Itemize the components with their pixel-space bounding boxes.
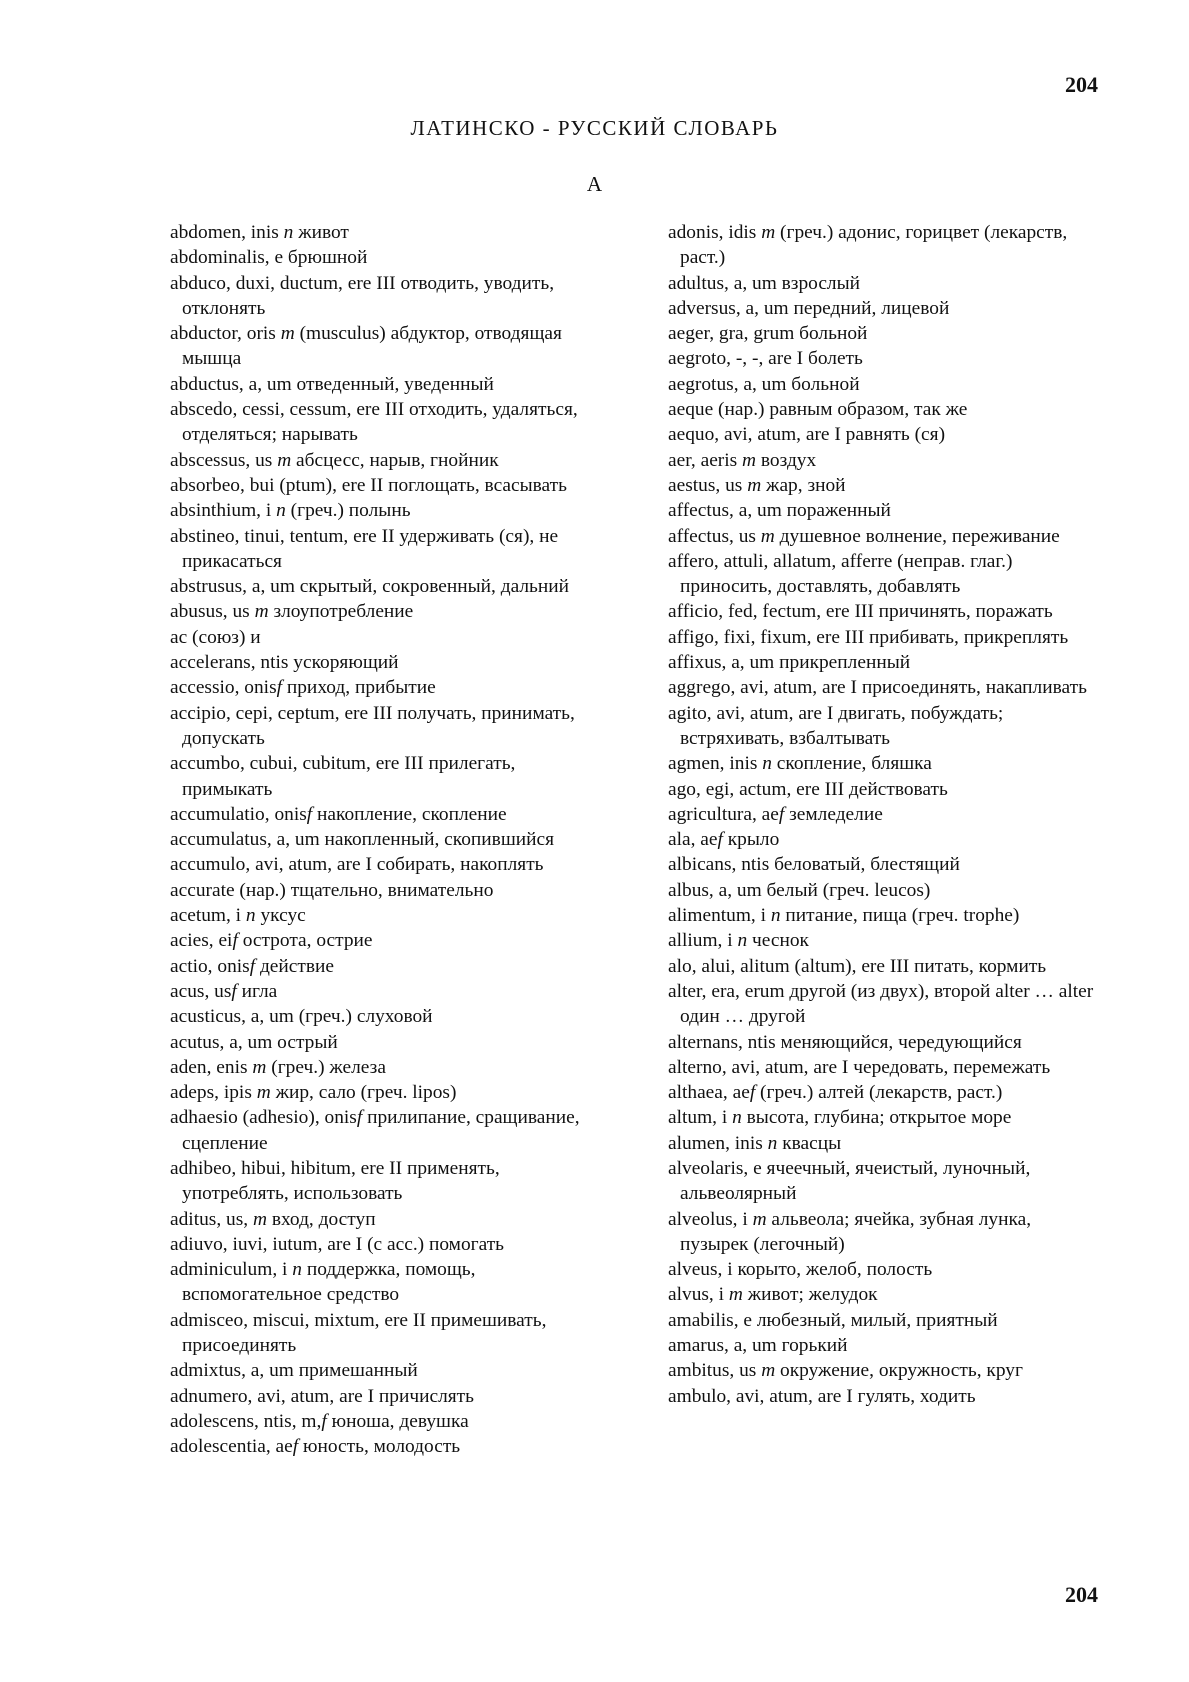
dictionary-entry <box>170 1030 610 1055</box>
entry-definition: накопление, скопление <box>312 803 507 825</box>
dictionary-entry <box>170 473 610 498</box>
entry-text: accumulatus, a, um накопленный, скопившийся <box>170 829 555 851</box>
entry-gender: m <box>728 1284 743 1306</box>
dictionary-entry <box>170 1409 610 1434</box>
entry-text: adonis, idis <box>668 222 762 243</box>
entry-gender: n <box>762 753 772 775</box>
entry-text: affectus, a, um пораженный <box>668 500 891 522</box>
entry-text: altum, i <box>668 1107 733 1129</box>
entry-text: accumulo, avi, atum, are I собирать, накоплять <box>170 854 544 876</box>
entry-text: alternans, ntis меняющийся, чередующийся <box>668 1031 1022 1053</box>
dictionary-entry <box>668 1156 1104 1207</box>
dictionary-entry <box>170 1358 610 1383</box>
entry-text: agito, avi, atum, are I двигать, побуждать; встряхивать, взбалтывать <box>668 702 1004 749</box>
entry-text: aden, enis <box>170 1056 253 1078</box>
dictionary-entry <box>668 802 1104 827</box>
entry-text: aeque (нар.) равным образом, так же <box>668 399 968 421</box>
entry-gender: f <box>232 930 238 952</box>
dictionary-entry <box>170 852 610 877</box>
entry-text: aequo, avi, atum, are I равнять (ся) <box>668 424 946 446</box>
entry-gender: n <box>737 930 748 952</box>
page-number-bottom: 204 <box>1065 1582 1098 1607</box>
entry-text: aer, aeris <box>668 449 743 471</box>
entry-text: accumulatio, onis <box>170 803 307 825</box>
entry-text: alimentum, i <box>668 905 771 927</box>
entry-gender: n <box>245 905 256 927</box>
entry-text: ago, egi, actum, ere III действовать <box>668 778 948 800</box>
dictionary-entry <box>170 245 610 270</box>
entry-gender: m <box>761 1360 776 1382</box>
entry-text: abductor, oris <box>170 323 281 345</box>
left-column <box>170 220 610 1460</box>
entry-text: ambulo, avi, atum, are I гулять, ходить <box>668 1385 976 1407</box>
entry-text: aegrotus, a, um больной <box>668 373 860 395</box>
dictionary-entry <box>668 827 1104 852</box>
dictionary-entry <box>170 1080 610 1105</box>
entry-text: abscedo, cessi, cessum, ere III отходить, удаляться, отделяться; нарывать <box>170 399 578 446</box>
dictionary-entry <box>170 397 610 448</box>
entry-text: albus, a, um белый (греч. leucos) <box>668 879 931 901</box>
entry-text: abstrusus, a, um скрытый, сокровенный, дальний <box>170 576 570 598</box>
entry-text: aggrego, avi, atum, are I присоединять, накапливать <box>668 677 1087 699</box>
entry-text: althaea, ae <box>668 1082 750 1104</box>
dictionary-entry <box>170 372 610 397</box>
dictionary-entry <box>170 498 610 523</box>
entry-text: actio, onis <box>170 955 250 977</box>
entry-text: adiuvo, iuvi, iutum, are I (с acc.) помогать <box>170 1233 505 1255</box>
entry-text: accipio, cepi, ceptum, ere III получать, принимать, допускать <box>170 702 575 749</box>
entry-definition: действие <box>255 955 335 977</box>
dictionary-entry <box>170 827 610 852</box>
dictionary-entry <box>170 574 610 599</box>
entry-text: abductus, a, um отведенный, уведенный <box>170 373 494 395</box>
dictionary-entry <box>668 1282 1104 1307</box>
dictionary-entry <box>170 954 610 979</box>
dictionary-entry <box>170 271 610 322</box>
dictionary-entry <box>668 1207 1104 1258</box>
dictionary-entry <box>668 1333 1104 1358</box>
dictionary-entry <box>170 979 610 1004</box>
entry-text: absinthium, i <box>170 500 277 522</box>
entry-text: acies, ei <box>170 930 233 952</box>
dictionary-entry <box>668 979 1104 1030</box>
entry-text: accessio, onis <box>170 677 277 699</box>
entry-text: amarus, a, um горький <box>668 1335 848 1357</box>
entry-text: albicans, ntis беловатый, блестящий <box>668 854 960 876</box>
entry-gender: f <box>249 955 256 977</box>
entry-gender: f <box>321 1410 327 1432</box>
entry-definition: абсцесс, нарыв, гнойник <box>291 449 499 471</box>
entry-text: alveus, i корыто, желоб, полость <box>668 1259 933 1281</box>
entry-gender: m <box>277 449 292 471</box>
entry-definition: (musculus) абдуктор, отводящая мышца <box>182 323 562 370</box>
entry-text: aegroto, -, -, are I болеть <box>668 348 863 370</box>
dictionary-entry <box>668 903 1104 928</box>
entry-gender: f <box>306 803 313 825</box>
dictionary-entry <box>170 321 610 372</box>
entry-text: allium, i <box>668 930 738 952</box>
entry-definition: злоупотребление <box>268 601 414 623</box>
entry-text: alterno, avi, atum, are I чередовать, перемежать <box>668 1056 1051 1078</box>
entry-gender: n <box>292 1259 302 1281</box>
entry-text: abdominalis, e брюшной <box>170 247 368 269</box>
entry-gender: n <box>283 222 294 243</box>
entry-definition: живот; желудок <box>742 1284 878 1306</box>
entry-text: ac (союз) и <box>170 626 261 648</box>
dictionary-entry <box>170 599 610 624</box>
dictionary-entry <box>668 1030 1104 1055</box>
entry-definition: живот <box>293 222 349 243</box>
entry-definition: игла <box>236 980 278 1002</box>
dictionary-entry <box>668 220 1104 271</box>
entry-text: affixus, a, um прикрепленный <box>668 652 911 674</box>
dictionary-entry <box>170 625 610 650</box>
dictionary-entry <box>668 498 1104 523</box>
dictionary-entry <box>668 675 1104 700</box>
entry-definition: (греч.) полынь <box>285 500 411 522</box>
dictionary-entry <box>668 1257 1104 1282</box>
dictionary-entry <box>668 321 1104 346</box>
entry-definition: душевное волнение, переживание <box>774 525 1060 547</box>
entry-text: alo, alui, alitum (altum), ere III питать, кормить <box>668 955 1047 977</box>
dictionary-entry <box>170 1055 610 1080</box>
dictionary-entry <box>170 751 610 802</box>
entry-definition: поддержка, помощь, вспомогательное средство <box>182 1259 476 1306</box>
dictionary-entry <box>668 852 1104 877</box>
entry-text: abscessus, us <box>170 449 278 471</box>
entry-text: amabilis, e любезный, милый, приятный <box>668 1309 998 1331</box>
dictionary-entry <box>170 1434 610 1459</box>
entry-text: acetum, i <box>170 905 246 927</box>
entry-definition: земледелие <box>784 803 883 825</box>
dictionary-entry <box>668 1308 1104 1333</box>
entry-text: adversus, a, um передний, лицевой <box>668 297 950 319</box>
dictionary-entry <box>170 1105 610 1156</box>
entry-definition: высота, глубина; открытое море <box>741 1107 1012 1129</box>
entry-text: aditus, us, <box>170 1208 253 1230</box>
entry-text: aeger, gra, grum больной <box>668 323 868 345</box>
dictionary-entry <box>170 1232 610 1257</box>
entry-text: aestus, us <box>668 474 748 496</box>
dictionary-entry <box>170 1207 610 1232</box>
dictionary-entry <box>668 701 1104 752</box>
entry-gender: n <box>732 1107 742 1129</box>
entry-text: ala, ae <box>668 829 718 851</box>
entry-definition: окружение, окружность, круг <box>775 1360 1023 1382</box>
entry-text: affigo, fixi, fixum, ere III прибивать, прикреплять <box>668 626 1069 648</box>
entry-definition: юность, молодость <box>298 1436 461 1458</box>
entry-text: alvus, i <box>668 1284 729 1306</box>
dictionary-entry <box>668 928 1104 953</box>
dictionary-entry <box>170 524 610 575</box>
dictionary-entry <box>668 650 1104 675</box>
entry-text: alveolus, i <box>668 1208 753 1230</box>
entry-definition: (греч.) алтей (лекарств, раст.) <box>755 1082 1003 1104</box>
entry-gender: m <box>760 525 775 547</box>
entry-definition: крыло <box>722 829 780 851</box>
entry-text: adultus, a, um взрослый <box>668 272 861 294</box>
dictionary-entry <box>668 1131 1104 1156</box>
dictionary-entry <box>170 220 610 245</box>
dictionary-entry <box>668 296 1104 321</box>
entry-definition: воздух <box>756 449 817 471</box>
entry-text: admixtus, a, um примешанный <box>170 1360 418 1382</box>
dictionary-entry <box>668 397 1104 422</box>
dictionary-entry <box>668 1055 1104 1080</box>
dictionary-entry <box>170 802 610 827</box>
section-letter: A <box>586 172 603 196</box>
dictionary-entry <box>668 954 1104 979</box>
dictionary-entry <box>170 448 610 473</box>
dictionary-entry <box>668 524 1104 549</box>
entry-text: adhaesio (adhesio), onis <box>170 1107 357 1129</box>
entry-gender: f <box>292 1436 299 1458</box>
entry-definition: приход, прибытие <box>282 677 436 699</box>
entry-definition: уксус <box>255 905 306 927</box>
entry-gender: m <box>256 1082 271 1104</box>
dictionary-entry <box>668 346 1104 371</box>
entry-gender: m <box>761 222 776 243</box>
entry-text: accelerans, ntis ускоряющий <box>170 652 399 674</box>
entry-text: afficio, fed, fectum, ere III причинять, поражать <box>668 601 1053 623</box>
entry-text: adolescentia, ae <box>170 1436 293 1458</box>
dictionary-entry <box>170 878 610 903</box>
entry-gender: n <box>767 1132 778 1154</box>
entry-text: acus, us <box>170 980 232 1002</box>
entry-text: adminiculum, i <box>170 1259 293 1281</box>
right-column <box>668 220 1104 1409</box>
entry-definition: прилипание, сращивание, сцепление <box>182 1107 580 1154</box>
entry-text: alter, era, erum другой (из двух), второй alter … alter один … другой <box>668 980 1094 1028</box>
entry-gender: m <box>752 1208 767 1230</box>
entry-text: alumen, inis <box>668 1132 768 1154</box>
dictionary-entry <box>668 372 1104 397</box>
dictionary-entry <box>668 473 1104 498</box>
dictionary-entry <box>668 878 1104 903</box>
dictionary-entry <box>170 1156 610 1207</box>
entry-definition: (греч.) адонис, горицвет (лекарств, раст.) <box>680 222 1068 269</box>
entry-text: admisceo, miscui, mixtum, ere II примешивать, присоединять <box>170 1309 547 1357</box>
dictionary-entry <box>668 1358 1104 1383</box>
entry-definition: жир, сало (греч. lipos) <box>270 1082 457 1104</box>
dictionary-entry <box>668 1105 1104 1130</box>
entry-gender: n <box>276 500 286 522</box>
dictionary-entry <box>170 1004 610 1029</box>
entry-text: accurate (нар.) тщательно, внимательно <box>170 879 494 901</box>
entry-text: affectus, us <box>668 525 761 547</box>
entry-gender: m <box>252 1056 267 1078</box>
entry-definition: квасцы <box>777 1132 842 1154</box>
entry-text: abdomen, inis <box>170 222 284 243</box>
entry-gender: f <box>356 1107 363 1129</box>
page-number-top: 204 <box>1065 72 1098 97</box>
dictionary-entry <box>668 271 1104 296</box>
entry-gender: f <box>749 1082 756 1104</box>
entry-gender: f <box>778 803 785 825</box>
dictionary-entry <box>668 625 1104 650</box>
entry-text: absorbeo, bui (ptum), ere II поглощать, всасывать <box>170 474 567 496</box>
entry-text: abduco, duxi, ductum, ere III отводить, уводить, отклонять <box>170 272 555 319</box>
dictionary-entry <box>668 549 1104 600</box>
dictionary-entry <box>668 448 1104 473</box>
entry-text: abusus, us <box>170 601 255 623</box>
entry-text: adnumero, avi, atum, are I причислять <box>170 1385 475 1407</box>
entry-definition: скопление, бляшка <box>771 753 932 775</box>
dictionary-entry <box>668 599 1104 624</box>
entry-definition: юноша, девушка <box>326 1410 469 1432</box>
dictionary-entry <box>170 903 610 928</box>
entry-gender: m <box>747 474 762 496</box>
dictionary-entry <box>170 675 610 700</box>
entry-text: adeps, ipis <box>170 1082 257 1104</box>
dictionary-entry <box>668 1080 1104 1105</box>
entry-text: alveolaris, e ячеечный, ячеистый, луночный, альвеолярный <box>668 1157 1031 1205</box>
dictionary-entry <box>668 751 1104 776</box>
entry-text: ambitus, us <box>668 1360 762 1382</box>
entry-definition: острота, острие <box>237 930 373 952</box>
entry-definition: чеснок <box>747 930 809 952</box>
entry-text: abstineo, tinui, tentum, ere II удерживать (ся), не прикасаться <box>170 525 559 572</box>
entry-gender: m <box>280 323 295 345</box>
dictionary-entry <box>170 928 610 953</box>
entry-gender: m <box>252 1208 267 1230</box>
dictionary-entry <box>170 650 610 675</box>
dictionary-entry <box>170 1384 610 1409</box>
entry-text: adolescens, ntis, m, <box>170 1410 322 1432</box>
entry-gender: m <box>254 601 269 623</box>
entry-definition: альвеола; ячейка, зубная лунка, пузырек (легочный) <box>680 1208 1032 1255</box>
entry-text: acusticus, a, um (греч.) слуховой <box>170 1006 433 1028</box>
dictionary-entry <box>170 701 610 752</box>
entry-definition: жар, зной <box>761 474 846 496</box>
page-title: ЛАТИНСКО - РУССКИЙ СЛОВАРЬ <box>410 116 779 140</box>
entry-gender: f <box>276 677 283 699</box>
entry-definition: питание, пища (греч. trophe) <box>780 905 1020 927</box>
dictionary-entry <box>668 422 1104 447</box>
entry-text: acutus, a, um острый <box>170 1031 338 1053</box>
entry-definition: вход, доступ <box>266 1208 376 1230</box>
entry-text: adhibeo, hibui, hibitum, ere II применять, употреблять, использовать <box>170 1157 500 1205</box>
dictionary-entry <box>668 1384 1104 1409</box>
dictionary-entry <box>170 1257 610 1308</box>
entry-gender: f <box>231 980 237 1002</box>
dictionary-entry <box>170 1308 610 1359</box>
dictionary-entry <box>668 777 1104 802</box>
entry-text: agmen, inis <box>668 753 763 775</box>
entry-text: affero, attuli, allatum, afferre (неправ. глаг.) приносить, доставлять, добавлять <box>668 550 1013 598</box>
entry-text: accumbo, cubui, cubitum, ere III прилегать, примыкать <box>170 753 516 800</box>
entry-gender: f <box>717 829 723 851</box>
entry-gender: m <box>742 449 757 471</box>
entry-definition: (греч.) железа <box>266 1056 386 1078</box>
entry-text: agricultura, ae <box>668 803 779 825</box>
entry-gender: n <box>770 905 781 927</box>
